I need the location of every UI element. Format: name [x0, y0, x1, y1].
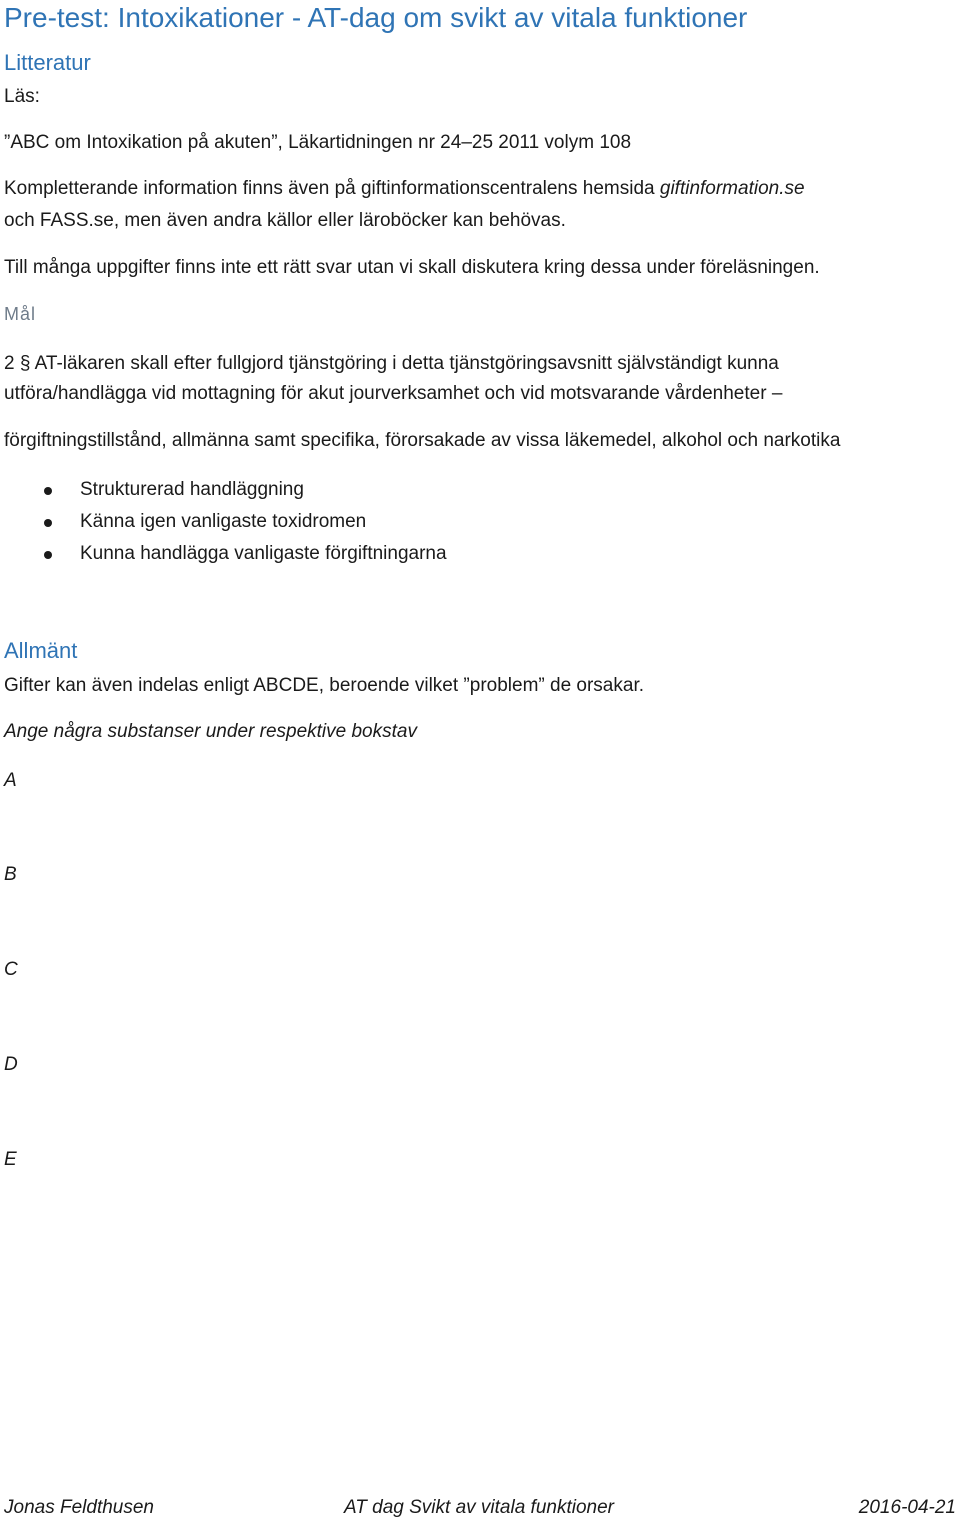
footer-date: 2016-04-21 [858, 1497, 956, 1518]
literature-heading: Litteratur [4, 50, 91, 75]
letter-a: A [4, 770, 17, 791]
letter-e: E [4, 1149, 17, 1170]
page-title: Pre-test: Intoxikationer - AT-dag om svikt av vitala funktioner [4, 2, 748, 33]
goals-paragraph-line-2: utföra/handlägga vid mottagning för akut jourverksamhet och vid motsvarande vårdenheter – [4, 383, 783, 404]
literature-note: Till många uppgifter finns inte ett rätt svar utan vi skall diskutera kring dessa under föreläsningen. [4, 257, 820, 278]
goals-paragraph-line-1: 2 § AT-läkaren skall efter fullgjord tjänstgöring i detta tjänstgöringsavsnitt självständigt kunna [4, 353, 779, 374]
read-label: Läs: [4, 86, 40, 107]
footer-course: AT dag Svikt av vitala funktioner [344, 1497, 614, 1518]
list-item: Kunna handlägga vanligaste förgiftningarna [80, 543, 447, 564]
bullet-icon [44, 487, 52, 495]
footer-author: Jonas Feldthusen [4, 1497, 154, 1518]
list-item: Strukturerad handläggning [80, 479, 304, 500]
supplement-text: Kompletterande information finns även på giftinformationscentralens hemsida [4, 178, 660, 199]
giftinformation-link[interactable]: giftinformation.se [659, 178, 805, 199]
bullet-icon [44, 519, 52, 527]
letter-d: D [4, 1054, 18, 1075]
general-text: Gifter kan även indelas enligt ABCDE, beroende vilket ”problem” de orsakar. [4, 675, 644, 696]
general-instruction: Ange några substanser under respektive bokstav [4, 721, 417, 742]
bullet-icon [44, 551, 52, 559]
goals-paragraph-line-3: förgiftningstillstånd, allmänna samt specifika, förorsakade av vissa läkemedel, alkohol och narkotika [4, 430, 841, 451]
goals-heading: Mål [4, 304, 37, 324]
supplement-line-2: och FASS.se, men även andra källor eller läroböcker kan behövas. [4, 210, 566, 231]
letter-b: B [4, 864, 17, 885]
literature-reference: ”ABC om Intoxikation på akuten”, Läkartidningen nr 24–25 2011 volym 108 [4, 132, 632, 153]
list-item: Känna igen vanligaste toxidromen [80, 511, 367, 532]
general-heading: Allmänt [4, 638, 78, 663]
supplement-line-1 [4, 178, 805, 200]
letter-c: C [4, 959, 18, 980]
